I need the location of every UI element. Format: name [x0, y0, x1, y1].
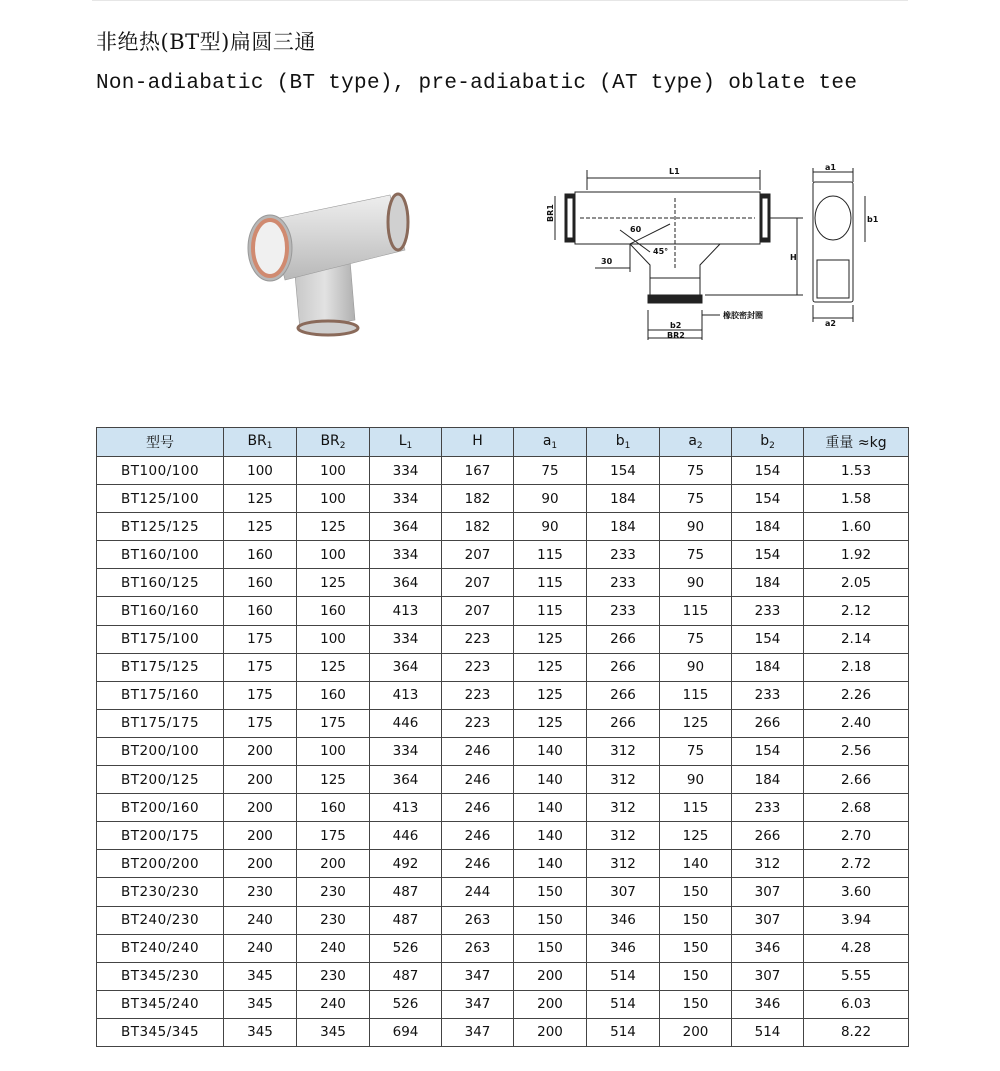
value-cell: 75 — [660, 457, 732, 485]
value-cell: 347 — [442, 962, 514, 990]
value-cell: 125 — [297, 513, 370, 541]
model-cell: BT175/175 — [97, 709, 224, 737]
header-cell: $a_1$ — [514, 428, 587, 457]
value-cell: 200 — [514, 1018, 587, 1046]
value-cell: 125 — [514, 709, 587, 737]
value-cell: 2.68 — [804, 794, 909, 822]
value-cell: 346 — [587, 906, 660, 934]
value-cell: 240 — [224, 906, 297, 934]
value-cell: 184 — [587, 513, 660, 541]
value-cell: 154 — [732, 457, 804, 485]
model-cell: BT345/345 — [97, 1018, 224, 1046]
value-cell: 154 — [732, 737, 804, 765]
value-cell: 230 — [297, 962, 370, 990]
value-cell: 347 — [442, 1018, 514, 1046]
value-cell: 115 — [660, 681, 732, 709]
model-cell: BT345/230 — [97, 962, 224, 990]
table-row — [97, 906, 909, 934]
model-cell: BT200/125 — [97, 766, 224, 794]
value-cell: 125 — [297, 569, 370, 597]
value-cell: 150 — [514, 934, 587, 962]
value-cell: 200 — [224, 766, 297, 794]
value-cell: 307 — [587, 878, 660, 906]
model-cell: BT125/100 — [97, 485, 224, 513]
header-cell: H — [442, 428, 514, 457]
value-cell: 240 — [297, 990, 370, 1018]
value-cell: 154 — [732, 625, 804, 653]
value-cell: 307 — [732, 878, 804, 906]
value-cell: 150 — [660, 962, 732, 990]
table-row — [97, 709, 909, 737]
value-cell: 233 — [587, 541, 660, 569]
table-row — [97, 737, 909, 765]
value-cell: 90 — [514, 513, 587, 541]
value-cell: 2.26 — [804, 681, 909, 709]
value-cell: 207 — [442, 597, 514, 625]
value-cell: 446 — [370, 709, 442, 737]
dim-30: 30 — [601, 257, 613, 266]
table-row — [97, 822, 909, 850]
value-cell: 75 — [660, 737, 732, 765]
model-cell: BT175/100 — [97, 625, 224, 653]
spec-table — [96, 427, 909, 1047]
value-cell: 345 — [224, 1018, 297, 1046]
value-cell: 2.72 — [804, 850, 909, 878]
value-cell: 182 — [442, 485, 514, 513]
table-row — [97, 850, 909, 878]
value-cell: 140 — [514, 822, 587, 850]
value-cell: 346 — [587, 934, 660, 962]
value-cell: 125 — [514, 681, 587, 709]
value-cell: 487 — [370, 962, 442, 990]
value-cell: 75 — [660, 541, 732, 569]
value-cell: 90 — [514, 485, 587, 513]
value-cell: 100 — [297, 485, 370, 513]
value-cell: 150 — [660, 934, 732, 962]
value-cell: 125 — [297, 766, 370, 794]
value-cell: 75 — [660, 625, 732, 653]
value-cell: 2.05 — [804, 569, 909, 597]
value-cell: 312 — [587, 794, 660, 822]
value-cell: 3.94 — [804, 906, 909, 934]
value-cell: 334 — [370, 541, 442, 569]
value-cell: 223 — [442, 709, 514, 737]
value-cell: 140 — [660, 850, 732, 878]
value-cell: 487 — [370, 906, 442, 934]
value-cell: 514 — [587, 1018, 660, 1046]
value-cell: 175 — [224, 709, 297, 737]
model-cell: BT100/100 — [97, 457, 224, 485]
value-cell: 5.55 — [804, 962, 909, 990]
value-cell: 246 — [442, 766, 514, 794]
table-row — [97, 597, 909, 625]
value-cell: 160 — [297, 681, 370, 709]
value-cell: 266 — [732, 822, 804, 850]
value-cell: 175 — [297, 822, 370, 850]
value-cell: 240 — [224, 934, 297, 962]
value-cell: 1.92 — [804, 541, 909, 569]
table-row — [97, 485, 909, 513]
value-cell: 90 — [660, 766, 732, 794]
table-row — [97, 681, 909, 709]
model-cell: BT240/230 — [97, 906, 224, 934]
value-cell: 334 — [370, 625, 442, 653]
value-cell: 526 — [370, 934, 442, 962]
value-cell: 246 — [442, 850, 514, 878]
value-cell: 233 — [732, 794, 804, 822]
value-cell: 312 — [587, 850, 660, 878]
value-cell: 90 — [660, 653, 732, 681]
model-cell: BT160/160 — [97, 597, 224, 625]
value-cell: 364 — [370, 569, 442, 597]
value-cell: 364 — [370, 766, 442, 794]
table-row — [97, 766, 909, 794]
value-cell: 100 — [297, 625, 370, 653]
value-cell: 160 — [297, 597, 370, 625]
value-cell: 526 — [370, 990, 442, 1018]
value-cell: 334 — [370, 485, 442, 513]
value-cell: 266 — [732, 709, 804, 737]
value-cell: 2.12 — [804, 597, 909, 625]
model-cell: BT230/230 — [97, 878, 224, 906]
value-cell: 223 — [442, 625, 514, 653]
dim-60: 60 — [630, 225, 642, 234]
value-cell: 307 — [732, 906, 804, 934]
model-cell: BT175/160 — [97, 681, 224, 709]
value-cell: 125 — [297, 653, 370, 681]
header-cell: $L_1$ — [370, 428, 442, 457]
value-cell: 184 — [732, 766, 804, 794]
value-cell: 2.70 — [804, 822, 909, 850]
value-cell: 167 — [442, 457, 514, 485]
value-cell: 1.53 — [804, 457, 909, 485]
model-cell: BT160/125 — [97, 569, 224, 597]
table-row — [97, 569, 909, 597]
table-row — [97, 934, 909, 962]
value-cell: 150 — [514, 878, 587, 906]
value-cell: 140 — [514, 794, 587, 822]
page-title-en: Non-adiabatic (BT type), pre-adiabatic (AT type) oblate tee — [96, 72, 858, 95]
value-cell: 184 — [732, 569, 804, 597]
model-cell: BT240/240 — [97, 934, 224, 962]
tee-product-photo — [240, 180, 420, 350]
value-cell: 75 — [660, 485, 732, 513]
value-cell: 312 — [732, 850, 804, 878]
value-cell: 100 — [224, 457, 297, 485]
value-cell: 345 — [224, 990, 297, 1018]
value-cell: 263 — [442, 934, 514, 962]
value-cell: 207 — [442, 541, 514, 569]
value-cell: 182 — [442, 513, 514, 541]
value-cell: 223 — [442, 681, 514, 709]
value-cell: 312 — [587, 737, 660, 765]
value-cell: 125 — [224, 485, 297, 513]
value-cell: 6.03 — [804, 990, 909, 1018]
value-cell: 154 — [732, 541, 804, 569]
value-cell: 266 — [587, 709, 660, 737]
header-cell: $b_1$ — [587, 428, 660, 457]
model-cell: BT200/200 — [97, 850, 224, 878]
value-cell: 125 — [514, 625, 587, 653]
table-row — [97, 794, 909, 822]
table-row — [97, 625, 909, 653]
table-row — [97, 653, 909, 681]
value-cell: 346 — [732, 934, 804, 962]
value-cell: 184 — [587, 485, 660, 513]
value-cell: 230 — [297, 878, 370, 906]
value-cell: 207 — [442, 569, 514, 597]
tee-technical-drawing — [535, 160, 879, 345]
value-cell: 233 — [732, 597, 804, 625]
value-cell: 160 — [224, 569, 297, 597]
table-row — [97, 1018, 909, 1046]
value-cell: 413 — [370, 794, 442, 822]
value-cell: 244 — [442, 878, 514, 906]
value-cell: 175 — [224, 625, 297, 653]
value-cell: 150 — [660, 990, 732, 1018]
value-cell: 90 — [660, 569, 732, 597]
model-cell: BT200/160 — [97, 794, 224, 822]
value-cell: 200 — [224, 850, 297, 878]
table-row — [97, 541, 909, 569]
value-cell: 154 — [732, 485, 804, 513]
value-cell: 200 — [224, 794, 297, 822]
value-cell: 175 — [297, 709, 370, 737]
value-cell: 2.40 — [804, 709, 909, 737]
value-cell: 140 — [514, 766, 587, 794]
value-cell: 100 — [297, 541, 370, 569]
value-cell: 4.28 — [804, 934, 909, 962]
value-cell: 263 — [442, 906, 514, 934]
dim-br1: BR1 — [546, 204, 555, 222]
value-cell: 246 — [442, 794, 514, 822]
header-cell: $BR_1$ — [224, 428, 297, 457]
value-cell: 312 — [587, 766, 660, 794]
value-cell: 3.60 — [804, 878, 909, 906]
table-row — [97, 990, 909, 1018]
value-cell: 200 — [660, 1018, 732, 1046]
value-cell: 150 — [660, 906, 732, 934]
value-cell: 8.22 — [804, 1018, 909, 1046]
model-cell: BT345/240 — [97, 990, 224, 1018]
model-cell: BT175/125 — [97, 653, 224, 681]
value-cell: 125 — [224, 513, 297, 541]
header-cell: $BR_2$ — [297, 428, 370, 457]
table-row — [97, 962, 909, 990]
value-cell: 345 — [224, 962, 297, 990]
value-cell: 175 — [224, 653, 297, 681]
header-cell: $a_2$ — [660, 428, 732, 457]
header-cell: $b_2$ — [732, 428, 804, 457]
value-cell: 514 — [587, 962, 660, 990]
value-cell: 150 — [514, 906, 587, 934]
dim-br2: BR2 — [667, 331, 685, 340]
value-cell: 307 — [732, 962, 804, 990]
value-cell: 246 — [442, 737, 514, 765]
value-cell: 487 — [370, 878, 442, 906]
value-cell: 2.56 — [804, 737, 909, 765]
value-cell: 312 — [587, 822, 660, 850]
value-cell: 160 — [297, 794, 370, 822]
value-cell: 230 — [224, 878, 297, 906]
model-cell: BT125/125 — [97, 513, 224, 541]
dim-b1: b1 — [867, 215, 879, 224]
value-cell: 115 — [514, 597, 587, 625]
table-row — [97, 513, 909, 541]
value-cell: 160 — [224, 541, 297, 569]
value-cell: 334 — [370, 457, 442, 485]
value-cell: 200 — [297, 850, 370, 878]
dim-a1: a1 — [825, 163, 836, 172]
value-cell: 364 — [370, 513, 442, 541]
value-cell: 115 — [660, 597, 732, 625]
value-cell: 233 — [732, 681, 804, 709]
value-cell: 100 — [297, 457, 370, 485]
value-cell: 266 — [587, 681, 660, 709]
value-cell: 492 — [370, 850, 442, 878]
value-cell: 694 — [370, 1018, 442, 1046]
value-cell: 154 — [587, 457, 660, 485]
value-cell: 413 — [370, 681, 442, 709]
table-row — [97, 457, 909, 485]
value-cell: 125 — [514, 653, 587, 681]
value-cell: 1.58 — [804, 485, 909, 513]
value-cell: 200 — [514, 990, 587, 1018]
dim-a2: a2 — [825, 319, 836, 328]
value-cell: 266 — [587, 653, 660, 681]
value-cell: 2.14 — [804, 625, 909, 653]
model-cell: BT200/100 — [97, 737, 224, 765]
value-cell: 150 — [660, 878, 732, 906]
value-cell: 514 — [732, 1018, 804, 1046]
header-cell: 型号 — [97, 428, 224, 457]
value-cell: 240 — [297, 934, 370, 962]
value-cell: 160 — [224, 597, 297, 625]
value-cell: 246 — [442, 822, 514, 850]
dim-l1: L1 — [669, 167, 680, 176]
value-cell: 346 — [732, 990, 804, 1018]
model-cell: BT160/100 — [97, 541, 224, 569]
value-cell: 200 — [224, 822, 297, 850]
value-cell: 75 — [514, 457, 587, 485]
top-divider — [92, 0, 908, 1]
value-cell: 334 — [370, 737, 442, 765]
value-cell: 230 — [297, 906, 370, 934]
seal-label: 橡胶密封圈 — [723, 311, 763, 320]
value-cell: 266 — [587, 625, 660, 653]
value-cell: 514 — [587, 990, 660, 1018]
value-cell: 184 — [732, 653, 804, 681]
value-cell: 200 — [514, 962, 587, 990]
header-cell: 重量 ≈kg — [804, 428, 909, 457]
value-cell: 125 — [660, 822, 732, 850]
value-cell: 2.66 — [804, 766, 909, 794]
dim-h: H — [790, 253, 797, 262]
table-row — [97, 878, 909, 906]
value-cell: 140 — [514, 737, 587, 765]
value-cell: 115 — [514, 569, 587, 597]
model-cell: BT200/175 — [97, 822, 224, 850]
table-header-row — [97, 428, 909, 457]
value-cell: 345 — [297, 1018, 370, 1046]
value-cell: 2.18 — [804, 653, 909, 681]
page-title-cn: 非绝热(BT型)扁圆三通 — [96, 30, 316, 54]
value-cell: 175 — [224, 681, 297, 709]
value-cell: 223 — [442, 653, 514, 681]
value-cell: 413 — [370, 597, 442, 625]
value-cell: 125 — [660, 709, 732, 737]
value-cell: 184 — [732, 513, 804, 541]
value-cell: 200 — [224, 737, 297, 765]
value-cell: 90 — [660, 513, 732, 541]
value-cell: 233 — [587, 597, 660, 625]
value-cell: 115 — [514, 541, 587, 569]
value-cell: 1.60 — [804, 513, 909, 541]
dim-45: 45° — [653, 247, 669, 256]
value-cell: 115 — [660, 794, 732, 822]
dim-b2: b2 — [670, 321, 682, 330]
value-cell: 100 — [297, 737, 370, 765]
value-cell: 233 — [587, 569, 660, 597]
value-cell: 446 — [370, 822, 442, 850]
value-cell: 347 — [442, 990, 514, 1018]
value-cell: 364 — [370, 653, 442, 681]
value-cell: 140 — [514, 850, 587, 878]
